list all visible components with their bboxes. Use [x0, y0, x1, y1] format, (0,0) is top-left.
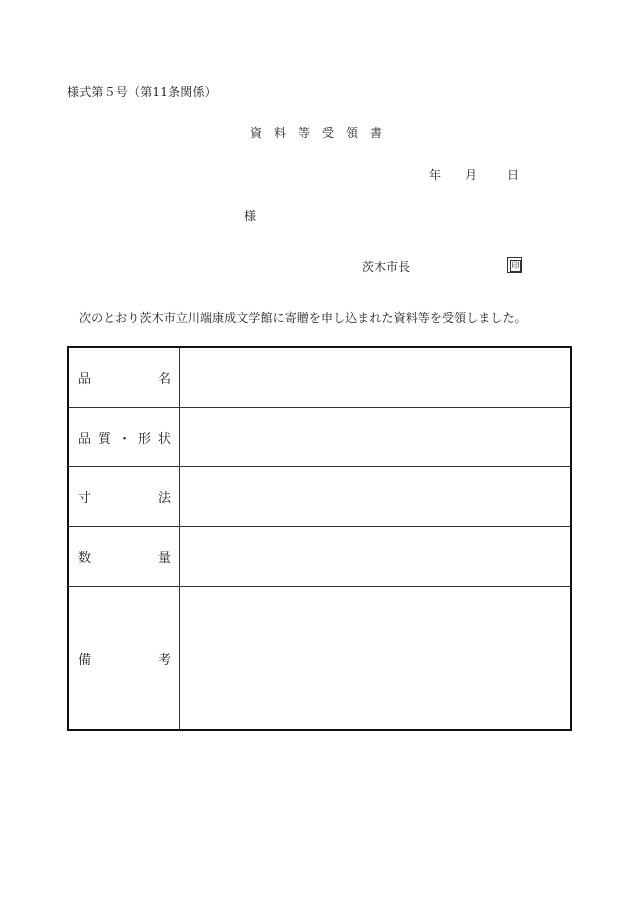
form-number: 様式第５号（第11条関係） [67, 85, 217, 99]
label-char: 形 [137, 431, 151, 447]
label-char: 寸 [78, 491, 92, 506]
table-row [68, 408, 571, 467]
quality-shape-field[interactable] [180, 408, 572, 467]
row-label-item-name [68, 347, 180, 408]
document-title-text: 資 料 等 受 領 書 [250, 126, 383, 140]
label-char: 法 [157, 491, 171, 506]
table-row [68, 467, 571, 527]
item-name-field[interactable] [180, 347, 572, 408]
label-char: ・ [117, 431, 131, 447]
row-label-remarks [68, 587, 180, 731]
items-table [67, 346, 572, 731]
day-label: 日 [507, 168, 520, 182]
label-char: 品 [78, 431, 92, 447]
quantity-field[interactable] [180, 527, 572, 587]
table-row [68, 527, 571, 587]
row-label-dimensions [68, 467, 180, 527]
label-char: 備 [78, 652, 92, 668]
row-label-quality-shape [68, 408, 180, 467]
dimensions-field[interactable] [180, 467, 572, 527]
year-label: 年 [429, 168, 442, 182]
issuer-name: 茨木市長 [362, 260, 411, 274]
remarks-field[interactable] [180, 587, 572, 731]
label-char: 状 [157, 431, 171, 447]
recipient-suffix: 様 [244, 209, 257, 223]
label-char: 量 [157, 551, 171, 566]
body-statement: 次のとおり茨木市立川端康成文学館に寄贈を申し込まれた資料等を受領しました。 [79, 311, 527, 325]
label-char: 名 [157, 372, 171, 387]
table-row [68, 587, 571, 731]
seal-stamp: 印 [511, 261, 520, 270]
table-row [68, 347, 571, 408]
seal-mark [507, 257, 522, 273]
row-label-quantity [68, 527, 180, 587]
label-char: 考 [157, 652, 171, 668]
label-char: 数 [78, 551, 92, 566]
date-line [429, 166, 519, 183]
month-label: 月 [465, 168, 478, 182]
label-char: 質 [97, 431, 111, 447]
label-char: 品 [78, 372, 92, 387]
document-title [250, 124, 382, 141]
